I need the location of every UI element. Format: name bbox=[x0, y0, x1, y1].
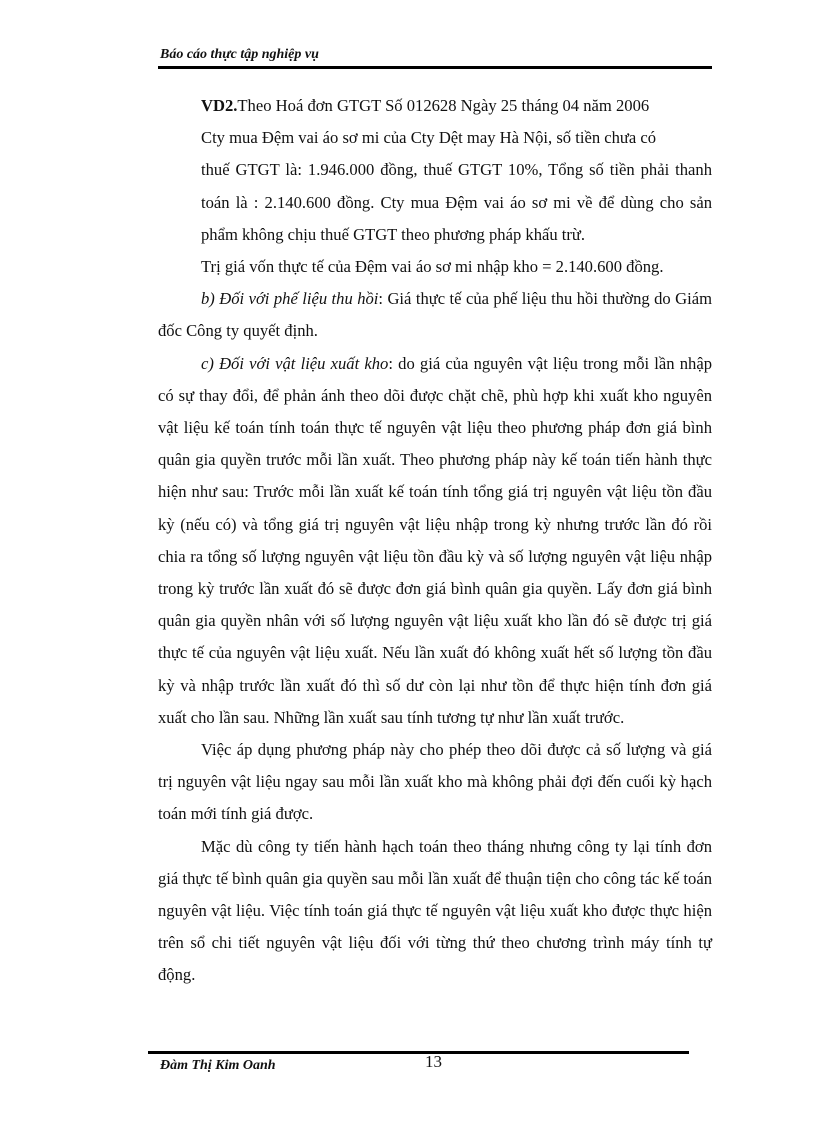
scrap-heading: b) Đối với phế liệu thu hồi bbox=[201, 289, 379, 309]
vd2-label: VD2. bbox=[201, 96, 238, 115]
footer-author: Đàm Thị Kim Oanh bbox=[160, 1058, 276, 1073]
paragraph-material-issue bbox=[158, 348, 712, 734]
page-number: 13 bbox=[425, 1052, 442, 1071]
paragraph-monthly-accounting: Mặc dù công ty tiến hành hạch toán theo tháng nhưng công ty lại tính đơn giá thực tế bình quân gia quyền sau mỗi lần xuất để thuận tiện cho công tác kế toán nguyên vật liệu. Việc tính toán giá thực tế nguyên vật liệu xuất kho được thực hiện trên sổ chi tiết nguyên vật liệu đối với từng thứ theo chương trình máy tính tự động. bbox=[158, 836, 712, 985]
vd2-first-line bbox=[201, 90, 712, 122]
header-divider bbox=[158, 66, 712, 69]
material-issue-text: : do giá của nguyên vật liệu trong mỗi lần nhập có sự thay đổi, để phản ánh theo dõi được chặt chẽ, phù hợp khi xuất kho nguyên vật liệu kế toán tính toán thực tế nguyên vật liệu theo phương pháp đơn giá bình quân gia quyền trước mỗi lần xuất. Theo phương pháp này kế toán tiến hành thực hiện như sau: Trước mỗi lần xuất kế toán tính tổng giá trị nguyên vật liệu tồn đầu kỳ (nếu có) và tổng giá trị nguyên vật liệu nhập trong kỳ nhưng trước lần đó rồi chia ra tổng số lượng nguyên vật liệu tồn đầu kỳ và số lượng nguyên vật liệu nhập trong kỳ trước lần xuất đó sẽ được đơn giá bình quân gia quyền. Lấy đơn giá bình quân gia quyền nhân với số lượng nguyên vật liệu xuất kho lần đó sẽ được trị giá thực tế của nguyên vật liệu xuất. Nếu lần xuất đó không xuất hết số lượng tồn đầu kỳ và nhập trước lần xuất đó thì số dư còn lại như tồn để thực hiện tính đơn giá xuất cho lần sau. Những lần xuất sau tính tương tự như lần xuất trước. bbox=[158, 353, 712, 727]
footer-divider bbox=[148, 1051, 689, 1054]
vd2-invoice-line: Theo Hoá đơn GTGT Số 012628 Ngày 25 tháng 04 năm 2006 bbox=[237, 96, 650, 115]
example-vd2 bbox=[158, 90, 712, 283]
vd2-second-line: Cty mua Đệm vai áo sơ mi của Cty Dệt may Hà Nội, số tiền chưa có bbox=[201, 128, 657, 148]
vd2-rest: thuế GTGT là: 1.946.000 đồng, thuế GTGT 10%, Tổng số tiền phải thanh toán là : 2.140.600 đồng. Cty mua Đệm vai áo sơ mi về để dùng cho sản phẩm không chịu thuế GTGT theo phương pháp khấu trừ. bbox=[201, 160, 712, 244]
scrap-text: : Giá thực tế của phế liệu thu hồi thường do Giám đốc Công ty quyết định. bbox=[158, 289, 712, 341]
page-header-title: Báo cáo thực tập nghiệp vụ bbox=[160, 47, 319, 62]
cost-value-line: Trị giá vốn thực tế của Đệm vai áo sơ mi nhập kho = 2.140.600 đồng. bbox=[201, 257, 664, 277]
document-body bbox=[158, 90, 712, 992]
material-issue-heading: c) Đối với vật liệu xuất kho bbox=[201, 353, 389, 373]
paragraph-method-application: Việc áp dụng phương pháp này cho phép theo dõi được cả số lượng và giá trị nguyên vật liệu ngay sau mỗi lần xuất kho mà không phải đợi đến cuối kỳ hạch toán mới tính giá được. bbox=[158, 740, 712, 824]
paragraph-scrap bbox=[158, 283, 712, 347]
